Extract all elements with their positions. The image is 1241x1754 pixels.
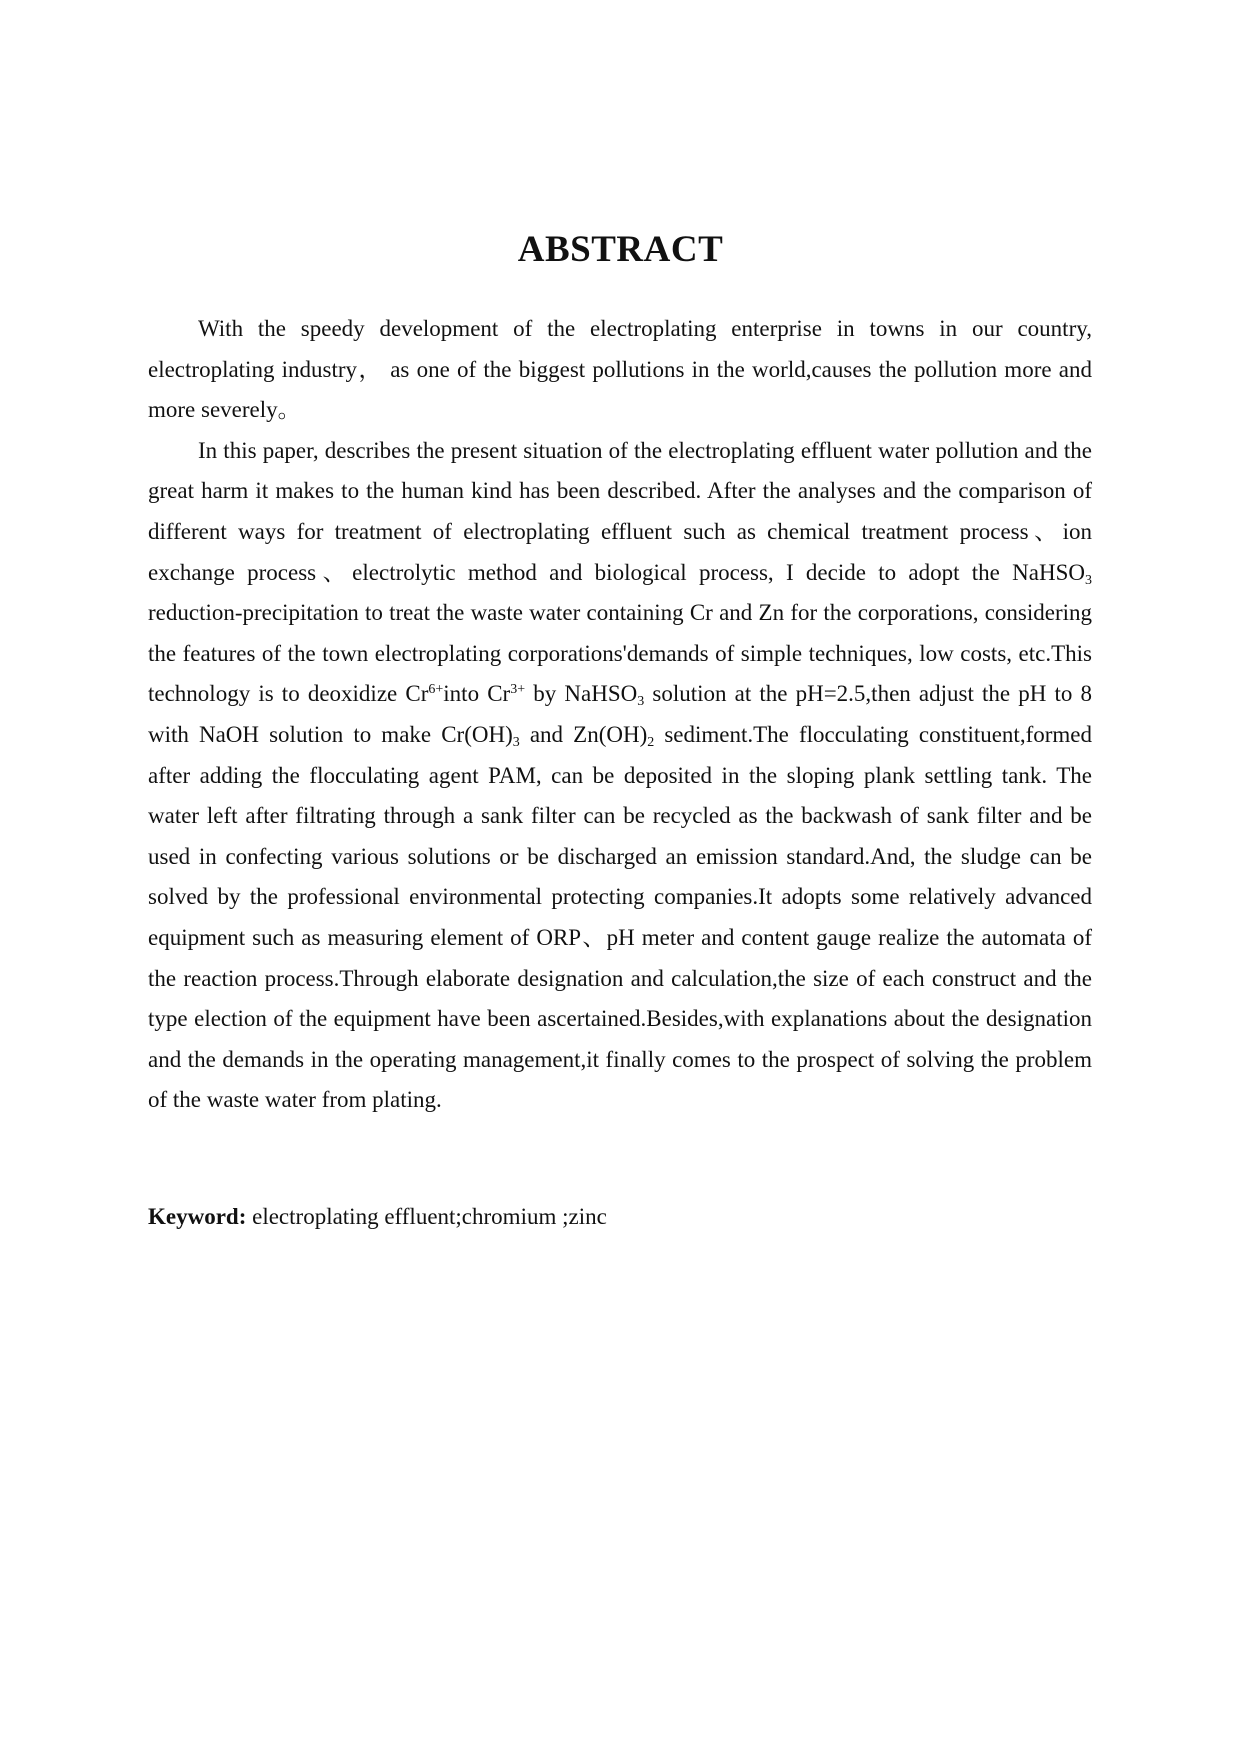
paragraph-2-segment: sediment.The flocculating constituent,formed after adding the flocculating agent PAM, can be deposited in the sloping plank settling tank. The water left after filtrating through a sank filter can be recycled as the backwash of sank filter and be used in confecting various solutions or be discharged an emission standard.And, the sludge can be solved by the professional environmental protecting companies.It adopts some relatively advanced equipment such as measuring element of ORP、pH meter and content gauge realize the automata of the reaction process.Through elaborate designation and calculation,the size of each construct and the type election of the equipment have been ascertained.Besides,with explanations about the designation and the demands in the operating management,it finally comes to the prospect of solving the problem of the waste water from plating.	[148, 721, 1092, 1113]
paragraph-2-segment: and Zn(OH)	[519, 721, 648, 747]
paragraph-2-segment: by NaHSO	[525, 681, 638, 707]
abstract-paragraph-1: With the speedy development of the electroplating enterprise in towns in our country, electroplating industry， as one of the biggest pollutions in the world,causes the pollution more and more severely。	[148, 316, 1092, 423]
paragraph-2-segment: solution at the pH=2.5,then adjust the pH to 8 with NaOH solution to make Cr(OH)	[148, 681, 1092, 747]
subscript: 3	[1085, 572, 1092, 588]
keywords-label: Keyword:	[148, 1204, 247, 1229]
paragraph-2-segment: In this paper, describes the present situation of the electroplating effluent water pollution and the great harm it makes to the human kind has been described. After the analyses and the comparison of different ways for treatment of electroplating effluent such as chemical treatment process、ion exchange process、electrolytic method and biological process, I decide to adopt the NaHSO	[148, 437, 1092, 585]
paragraph-2-segment: into Cr	[443, 681, 511, 707]
keywords-line	[148, 1197, 1092, 1237]
abstract-title: ABSTRACT	[517, 228, 724, 270]
subscript: 2	[647, 734, 655, 750]
abstract-body	[148, 309, 1092, 1121]
subscript: 3	[512, 734, 520, 750]
superscript: 3+	[510, 682, 526, 698]
keywords-text: electroplating effluent;chromium ;zinc	[246, 1204, 607, 1229]
subscript: 3	[637, 694, 645, 710]
superscript: 6+	[428, 682, 444, 698]
paragraph-2-segment: reduction-precipitation to treat the waste water containing Cr and Zn for the corporations, considering the features of the town electroplating corporations'demands of simple techniques, low costs, etc.This technology is to deoxidize Cr	[148, 600, 1092, 707]
abstract-paragraph-2	[148, 431, 1092, 1121]
